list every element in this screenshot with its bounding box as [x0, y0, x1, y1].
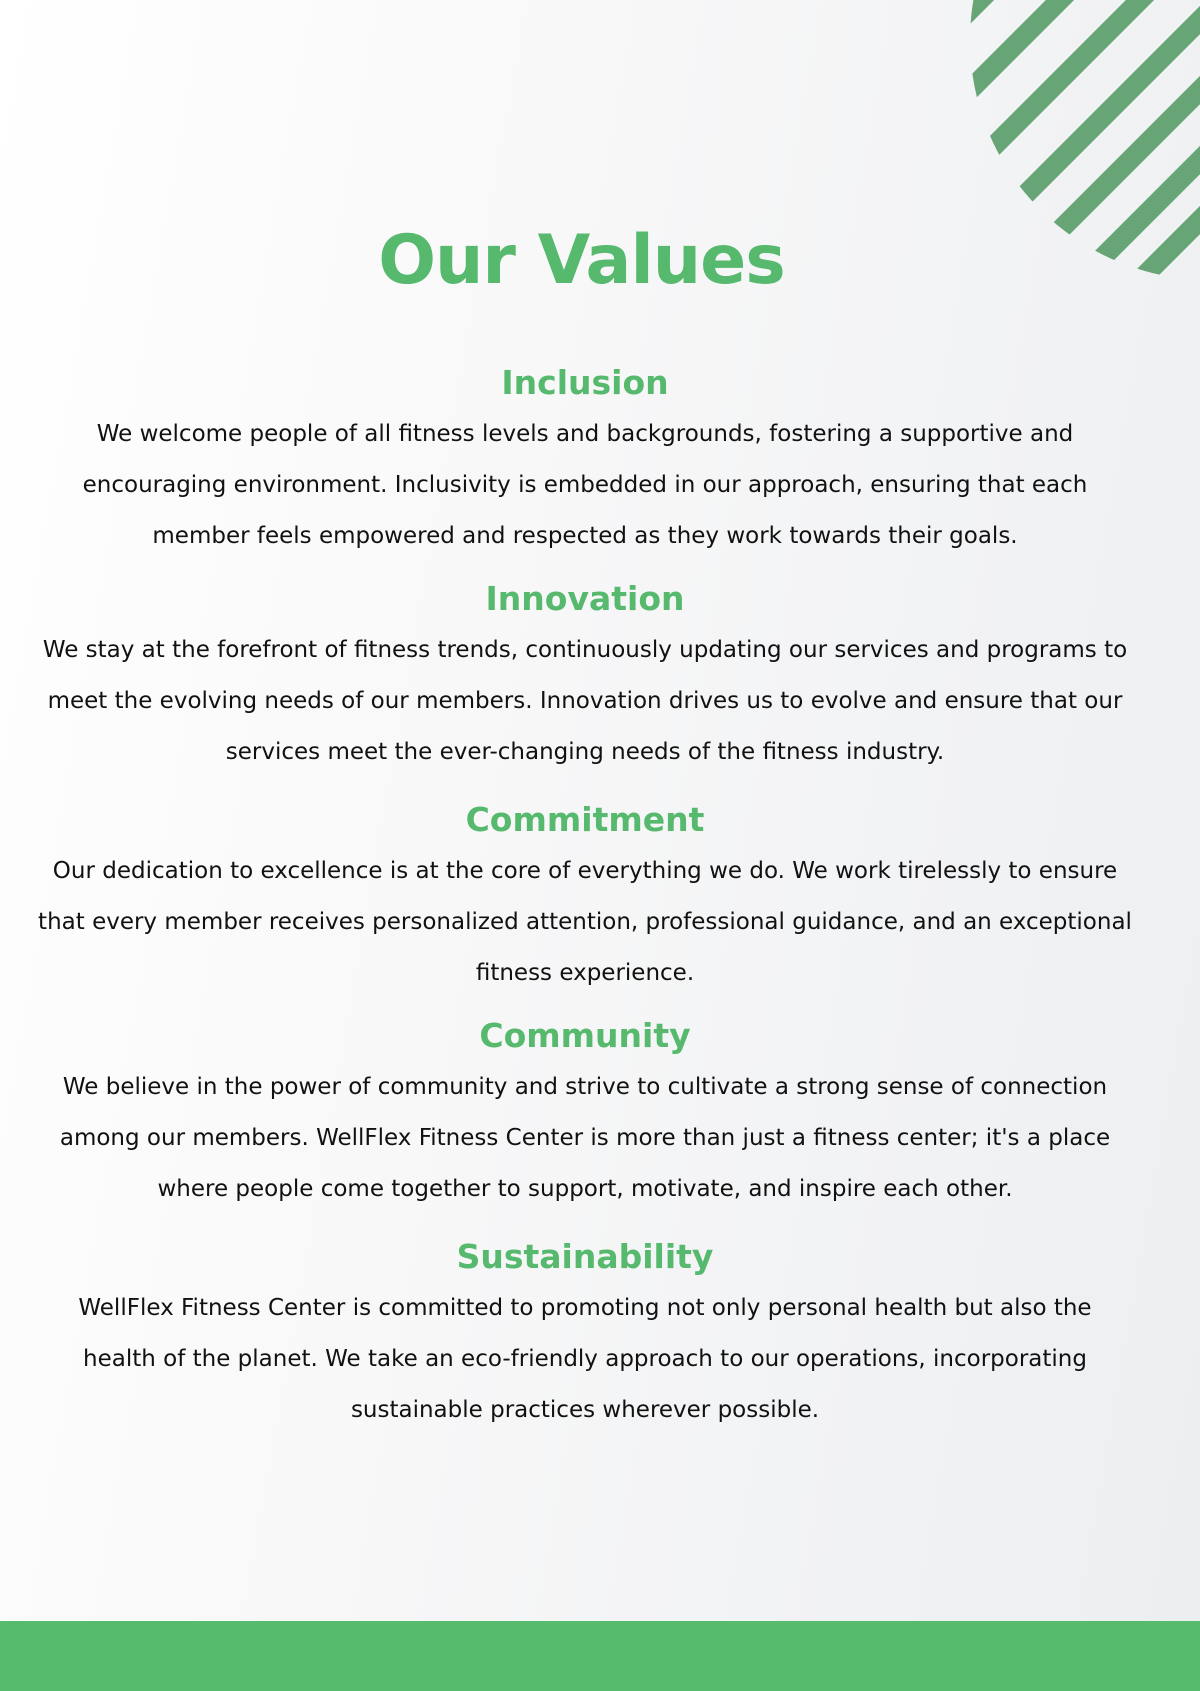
section-body: Our dedication to excellence is at the core of everything we do. We work tirelessly to ensure that every member receives personalized attention, professional guidance, and an exceptional fitness experience.: [38, 858, 1132, 986]
value-section-sustainability: [30, 1235, 1140, 1436]
page-title: Our Values: [378, 221, 785, 300]
section-body: WellFlex Fitness Center is committed to promoting not only personal health but also the health of the planet. We take an eco-friendly approach to our operations, incorporating sustainable practices wherever possible.: [78, 1295, 1092, 1423]
footer-bar: [0, 1621, 1200, 1691]
section-heading: Community: [479, 1016, 691, 1055]
section-body: We welcome people of all fitness levels and backgrounds, fostering a supportive and encouraging environment. Inclusivity is embedded in our approach, ensuring that each member feels empowered and respected as they work towards their goals.: [82, 421, 1088, 549]
value-section-innovation: [30, 577, 1140, 778]
section-heading: Sustainability: [456, 1237, 714, 1276]
value-section-commitment: [30, 798, 1140, 999]
value-section-community: [30, 1014, 1140, 1215]
section-body: We stay at the forefront of fitness trends, continuously updating our services and programs to meet the evolving needs of our members. Innovation drives us to evolve and ensure that our services meet the ever-changing needs of the fitness industry.: [42, 637, 1128, 765]
value-section-inclusion: [30, 361, 1140, 562]
section-heading: Inclusion: [501, 363, 669, 402]
section-heading: Innovation: [485, 579, 685, 618]
section-heading: Commitment: [465, 800, 705, 839]
section-body: We believe in the power of community and strive to cultivate a strong sense of connection among our members. WellFlex Fitness Center is more than just a fitness center; it's a place where people come together to support, motivate, and inspire each other.: [59, 1074, 1111, 1202]
